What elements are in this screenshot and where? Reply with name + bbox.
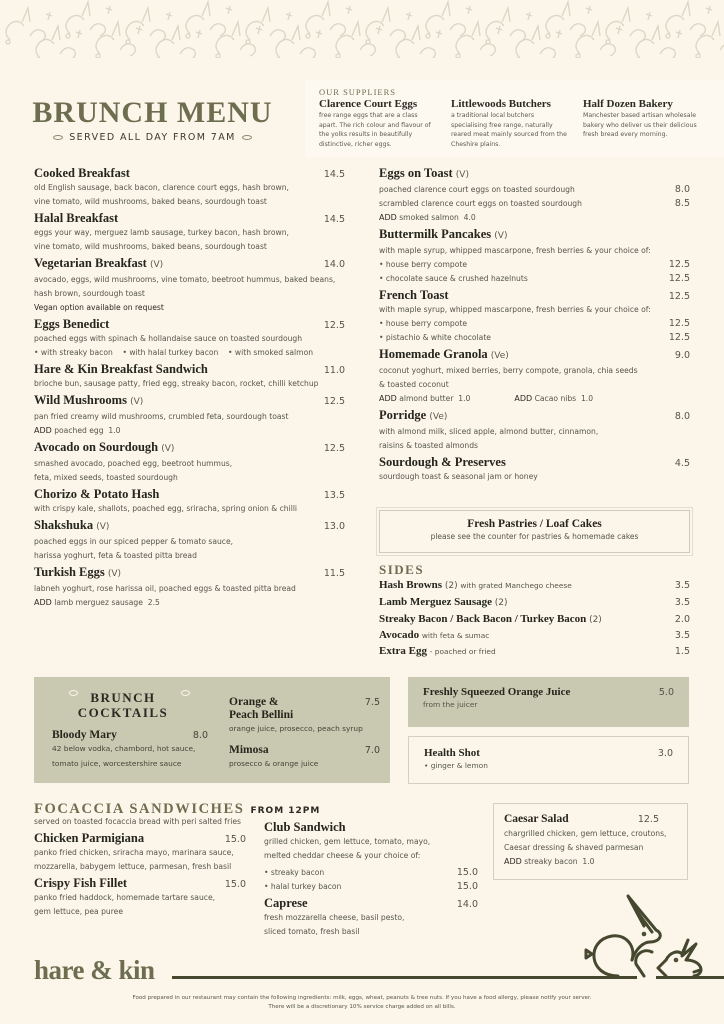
item-desc: labneh yoghurt, rose harissa oil, poached eggs & toasted pitta bread: [34, 584, 296, 593]
item-desc: with maple syrup, whipped mascarpone, fresh berries & your choice of:: [379, 246, 651, 255]
item-title: Wild Mushrooms: [34, 393, 127, 407]
item-addons: [379, 392, 690, 406]
rabbit-pattern-icon: [0, 0, 724, 58]
item-title: French Toast: [379, 288, 449, 302]
item-title: Hare & Kin Breakfast Sandwich: [34, 362, 208, 376]
item-price: 7.0: [364, 745, 380, 756]
item-desc: old English sausage, back bacon, clarence court eggs, hash brown,: [34, 183, 289, 192]
item-price: 13.0: [323, 521, 345, 532]
menu-item-granola: [379, 347, 690, 406]
side-price: 3.5: [674, 630, 690, 642]
item-desc: pan fried creamy wild mushrooms, crumbled feta, sourdough toast: [34, 412, 289, 421]
item-price: 12.5: [323, 443, 345, 454]
page-subtitle: [20, 132, 285, 143]
item-title: Cooked Breakfast: [34, 166, 130, 180]
item-desc: chargrilled chicken, gem lettuce, croutons,: [504, 829, 667, 838]
item-title: Avocado on Sourdough: [34, 440, 159, 454]
option: • with streaky bacon: [34, 348, 113, 357]
menu-item-avocado-sourdough: [34, 440, 345, 485]
item-desc: brioche bun, sausage patty, fried egg, streaky bacon, rocket, chilli ketchup: [34, 379, 319, 388]
menu-item-halal-breakfast: [34, 211, 345, 254]
item-addon: [379, 211, 690, 225]
item-desc: grilled chicken, gem lettuce, tomato, mayo,: [264, 837, 431, 846]
item-desc: with crispy kale, shallots, poached egg, sriracha, spring onion & chilli: [34, 504, 298, 513]
variant-price: 12.5: [668, 273, 690, 284]
item-title: Homemade Granola: [379, 347, 488, 361]
addon-text: streaky bacon: [524, 857, 578, 866]
menu-title-block: [20, 97, 285, 143]
cocktails-heading-line1: BRUNCH: [90, 690, 156, 705]
item-title: Caprese: [264, 896, 308, 910]
item-title: Bloody Mary: [52, 729, 117, 741]
item-desc: with maple syrup, whipped mascarpone, fresh berries & your choice of:: [379, 305, 651, 314]
item-desc: feta, mixed seeds, toasted sourdough: [34, 473, 178, 482]
item-title: Eggs on Toast: [379, 166, 453, 180]
item-title: Porridge: [379, 408, 427, 422]
addon-price: 1.0: [108, 426, 121, 435]
diet-tag: (V): [494, 231, 508, 241]
side-qty: (2): [444, 581, 458, 591]
cocktail-mimosa: [229, 744, 380, 772]
variant-price: 8.5: [674, 198, 690, 209]
side-item: [379, 578, 690, 595]
item-title: Eggs Benedict: [34, 317, 110, 331]
item-title: Vegetarian Breakfast: [34, 256, 147, 270]
supplier-item: [319, 98, 437, 149]
item-desc: panko fried haddock, homemade tartare sauce,: [34, 893, 216, 902]
add-label: ADD: [34, 598, 52, 607]
item-desc: avocado, eggs, wild mushrooms, vine tomato, beetroot hummus, baked beans,: [34, 275, 336, 284]
side-name: Lamb Merguez Sausage: [379, 595, 493, 608]
item-title: Mimosa: [229, 744, 269, 756]
item-title: Caesar Salad: [504, 813, 569, 825]
item-title-wrap: [34, 440, 174, 457]
item-desc: poached eggs in our spiced pepper & tomato sauce,: [34, 537, 234, 546]
footer-divider: [172, 976, 637, 979]
pastries-subtitle: please see the counter for pastries & homemade cakes: [430, 532, 639, 541]
side-qty: (2): [494, 597, 508, 608]
variant-text: • pistachio & white chocolate: [379, 333, 491, 342]
side-extra: - poached or fried: [429, 647, 496, 657]
diet-tag: (Ve): [429, 412, 448, 422]
menu-item-eggs-on-toast: [379, 166, 690, 225]
side-qty: (2): [589, 614, 602, 625]
diet-tag: (V): [96, 522, 110, 532]
menu-item-sourdough-preserves: [379, 455, 690, 484]
item-desc: Caesar dressing & shaved parmesan: [504, 843, 644, 852]
item-variant: [379, 197, 690, 211]
orange-juice-box: [408, 677, 689, 727]
brunch-right-column: [379, 166, 690, 486]
supplier-item: [451, 98, 569, 149]
item-desc: coconut yoghurt, mixed berries, berry compote, granola, chia seeds: [379, 366, 638, 375]
menu-item-wild-mushrooms: [34, 393, 345, 438]
item-price: 11.0: [323, 365, 345, 376]
addon-text: Cacao nibs: [534, 394, 577, 403]
variant-price: 12.5: [668, 318, 690, 329]
supplier-name: Half Dozen Bakery: [583, 98, 673, 110]
rabbit-pattern-banner: [0, 0, 724, 58]
footer-divider: [656, 976, 724, 979]
addon-text: lamb merguez sausage: [54, 598, 143, 607]
menu-item-french-toast: [379, 288, 690, 345]
item-price: 12.5: [323, 396, 345, 407]
item-title: Club Sandwich: [264, 820, 346, 834]
item-title: Peach Bellini: [229, 709, 294, 721]
pastries-title: Fresh Pastries / Loaf Cakes: [467, 518, 602, 530]
leaf-icon: [181, 690, 190, 696]
item-desc: fresh mozzarella cheese, basil pesto,: [264, 913, 405, 922]
pastries-box: [379, 510, 690, 553]
item-addon: [34, 596, 345, 610]
menu-item-chorizo-hash: [34, 487, 345, 516]
service-charge-notice: There will be a discretionary 10% service charge added on all bills.: [268, 1003, 456, 1010]
menu-item-eggs-benedict: [34, 317, 345, 360]
item-variant: [379, 258, 690, 272]
item-variant: [379, 317, 690, 331]
item-price: 12.5: [323, 320, 345, 331]
item-price: 5.0: [658, 687, 674, 698]
item-price: 14.5: [323, 214, 345, 225]
variant-text: • halal turkey bacon: [264, 882, 342, 891]
variant-price: 12.5: [668, 259, 690, 270]
variant-text: • streaky bacon: [264, 868, 325, 877]
item-desc: eggs your way, merguez lamb sausage, turkey bacon, hash brown,: [34, 228, 289, 237]
addon-text: almond butter: [399, 394, 454, 403]
option: • with smoked salmon: [228, 348, 314, 357]
menu-item-crispy-fish: [34, 876, 246, 919]
focaccia-time: FROM 12PM: [250, 806, 321, 816]
side-name: Streaky Bacon / Back Bacon / Turkey Bacon: [379, 612, 587, 625]
item-price: 3.0: [657, 748, 673, 759]
item-title: Sourdough & Preserves: [379, 455, 506, 469]
variant-price: 8.0: [674, 184, 690, 195]
item-desc: sliced tomato, fresh basil: [264, 927, 360, 936]
variant-text: • house berry compote: [379, 260, 468, 269]
add-label: ADD: [34, 426, 52, 435]
item-title-wrap: [379, 227, 690, 244]
diet-tag: (Ve): [490, 351, 509, 361]
item-title: Orange &: [229, 696, 279, 708]
menu-item-cooked-breakfast: [34, 166, 345, 209]
item-desc: 42 below vodka, chambord, hot sauce,: [52, 744, 196, 753]
item-addon: [34, 424, 345, 438]
add-label: ADD: [514, 394, 533, 403]
supplier-name: Littlewoods Butchers: [451, 98, 551, 110]
menu-item-club-sandwich: [264, 820, 478, 894]
item-desc: prosecco & orange juice: [229, 759, 319, 768]
item-price: 7.5: [364, 697, 380, 708]
side-price: 2.0: [674, 613, 690, 625]
suppliers-label: OUR SUPPLIERS: [319, 87, 397, 97]
variant-price: 15.0: [456, 867, 478, 878]
variant-price: 12.5: [668, 332, 690, 343]
focaccia-intro: served on toasted focaccia bread with peri salted fries: [34, 817, 241, 826]
item-desc: raisins & toasted almonds: [379, 441, 478, 450]
item-desc: orange juice, prosecco, peach syrup: [229, 724, 363, 733]
leaf-icon: [242, 135, 252, 140]
item-variant: [264, 866, 478, 880]
side-extra: with grated Manchego cheese: [460, 581, 572, 590]
menu-item-pancakes: [379, 227, 690, 286]
add-label: ADD: [504, 857, 522, 866]
item-price: 12.5: [668, 291, 690, 302]
item-desc: with almond milk, sliced apple, almond butter, cinnamon,: [379, 427, 599, 436]
add-label: ADD: [379, 213, 397, 222]
sides-heading: SIDES: [379, 562, 425, 577]
item-title-wrap: [379, 347, 509, 364]
menu-item-breakfast-sandwich: [34, 362, 345, 391]
cocktails-heading-line2: COCKTAILS: [77, 705, 169, 720]
item-price: 9.0: [674, 350, 690, 361]
item-desc: panko fried chicken, sriracha mayo, marinara sauce,: [34, 848, 234, 857]
side-item: [379, 644, 690, 660]
addon-text: smoked salmon: [399, 213, 459, 222]
item-title-wrap: [379, 408, 447, 425]
item-variant: [379, 331, 690, 345]
addon-price: 1.0: [582, 857, 595, 866]
focaccia-title: FOCACCIA SANDWICHES: [34, 801, 245, 817]
item-desc: & toasted coconut: [379, 380, 449, 389]
leaf-icon: [69, 690, 78, 696]
supplier-desc: a traditional local butchers specialising free range, naturally reared meat mainly sourced from the Cheshire plains.: [451, 112, 567, 148]
variant-text: poached clarence court eggs on toasted sourdough: [379, 185, 575, 194]
item-desc: sourdough toast & seasonal jam or honey: [379, 472, 538, 481]
item-title: Chicken Parmigiana: [34, 831, 145, 845]
diet-tag: (V): [149, 260, 164, 270]
footer-notes: [0, 994, 724, 1011]
item-desc: tomato juice, worcestershire sauce: [52, 758, 182, 768]
supplier-desc: free range eggs that are a class apart. The rich colour and flavour of the yolks results in beautifully distinctive, richer eggs.: [319, 112, 431, 148]
item-variant: [379, 183, 690, 197]
item-desc: mozzarella, babygem lettuce, parmesan, fresh basil: [34, 862, 232, 871]
supplier-name: Clarence Court Eggs: [319, 98, 418, 110]
item-desc: from the juicer: [423, 700, 478, 709]
add-label: ADD: [379, 394, 397, 403]
diet-tag: (V): [161, 444, 175, 454]
item-desc: gem lettuce, pea puree: [34, 907, 124, 916]
addon-price: 4.0: [463, 213, 476, 222]
side-name: Hash Browns: [379, 579, 443, 591]
menu-item-turkish-eggs: [34, 565, 345, 610]
item-desc: • ginger & lemon: [424, 761, 488, 770]
item-variant: [264, 880, 478, 894]
item-title: Turkish Eggs: [34, 565, 105, 579]
menu-item-porridge: [379, 408, 690, 453]
addon-text: poached egg: [54, 426, 104, 435]
item-title: Freshly Squeezed Orange Juice: [423, 686, 571, 698]
item-price: 15.0: [224, 834, 246, 845]
page-title: BRUNCH MENU: [32, 96, 273, 129]
item-title: Halal Breakfast: [34, 211, 119, 225]
option: • with halal turkey bacon: [122, 348, 219, 357]
item-title-wrap: [34, 393, 143, 410]
cocktail-bloody-mary: [52, 729, 208, 771]
variant-price: 15.0: [456, 881, 478, 892]
variant-text: scrambled clarence court eggs on toasted sourdough: [379, 199, 582, 208]
item-price: 12.5: [637, 814, 659, 825]
side-item: [379, 595, 690, 612]
side-price: 3.5: [674, 596, 690, 608]
item-desc: harissa yoghurt, feta & toasted pitta bread: [34, 551, 197, 560]
item-title: Chorizo & Potato Hash: [34, 487, 160, 501]
subtitle-text: SERVED ALL DAY FROM 7AM: [69, 132, 236, 143]
item-price: 15.0: [224, 879, 246, 890]
item-title: Health Shot: [424, 747, 480, 759]
addon-price: 1.0: [580, 394, 594, 403]
brand-logo: hare & kin: [34, 955, 155, 985]
side-price: 1.5: [674, 646, 690, 658]
item-price: 4.5: [674, 458, 690, 469]
cocktails-panel: [34, 677, 390, 783]
item-price: 14.5: [323, 169, 345, 180]
item-options: [34, 346, 345, 360]
item-desc: smashed avocado, poached egg, beetroot hummus,: [34, 459, 233, 468]
supplier-item: [583, 98, 701, 149]
side-item: [379, 612, 690, 629]
item-variant: [379, 272, 690, 286]
focaccia-right-column: [264, 820, 478, 939]
diet-tag: (V): [107, 569, 122, 579]
cocktail-bellini: [229, 696, 380, 737]
item-addon: [504, 855, 677, 869]
side-name: Extra Egg: [379, 645, 427, 658]
item-desc: poached eggs with spinach & hollandaise sauce on toasted sourdough: [34, 334, 303, 343]
item-title-wrap: [379, 166, 690, 183]
health-shot-box: [408, 736, 689, 784]
focaccia-left-column: [34, 815, 246, 919]
sides-section: [379, 562, 690, 660]
item-desc: melted cheddar cheese & your choice of:: [264, 851, 421, 860]
side-item: [379, 628, 690, 644]
variant-text: • house berry compote: [379, 319, 468, 328]
side-name: Avocado: [379, 629, 420, 642]
leaf-icon: [53, 135, 63, 140]
item-title-wrap: [34, 518, 109, 535]
item-price: 13.5: [323, 490, 345, 501]
addon-price: 1.0: [458, 394, 471, 403]
menu-item-chicken-parmigiana: [34, 831, 246, 874]
item-desc: vine tomato, wild mushrooms, baked beans, sourdough toast: [34, 197, 267, 206]
item-title: Crispy Fish Fillet: [34, 876, 128, 890]
item-title-wrap: [34, 565, 121, 582]
addon-price: 2.5: [147, 598, 160, 607]
side-extra: with feta & sumac: [421, 631, 490, 641]
diet-tag: (V): [455, 170, 469, 180]
side-price: 3.5: [674, 580, 690, 591]
rabbit-logo-icon: [578, 888, 724, 980]
suppliers-panel: [305, 80, 724, 158]
diet-tag: (V): [130, 397, 144, 407]
brunch-left-column: [34, 166, 345, 612]
item-price: 14.0: [323, 259, 345, 270]
item-price: 14.0: [456, 899, 478, 910]
supplier-desc: Manchester based artisan wholesale bakery who deliver us their delicious fresh bread every morning.: [583, 112, 697, 139]
menu-item-vegetarian-breakfast: [34, 256, 345, 315]
allergy-notice: Food prepared in our restaurant may contain the following ingredients: milk, eggs, wheat, peanuts & tree nuts. If you have a food allergy, please notify your server.: [132, 995, 592, 1001]
item-title-wrap: [34, 256, 163, 273]
item-price: 11.5: [323, 568, 345, 579]
item-note: Vegan option available on request: [34, 303, 164, 312]
item-desc: vine tomato, wild mushrooms, baked beans, sourdough toast: [34, 242, 267, 251]
variant-text: • chocolate sauce & crushed hazelnuts: [379, 274, 528, 283]
item-title: Buttermilk Pancakes: [379, 227, 492, 241]
item-desc: hash brown, sourdough toast: [34, 289, 145, 298]
rabbits-illustration: [578, 888, 724, 984]
menu-item-shakshuka: [34, 518, 345, 563]
item-title: Shakshuka: [34, 518, 94, 532]
item-price: 8.0: [192, 730, 208, 741]
menu-item-caprese: [264, 896, 478, 939]
item-price: 8.0: [674, 411, 690, 422]
caesar-salad-box: [493, 803, 688, 880]
